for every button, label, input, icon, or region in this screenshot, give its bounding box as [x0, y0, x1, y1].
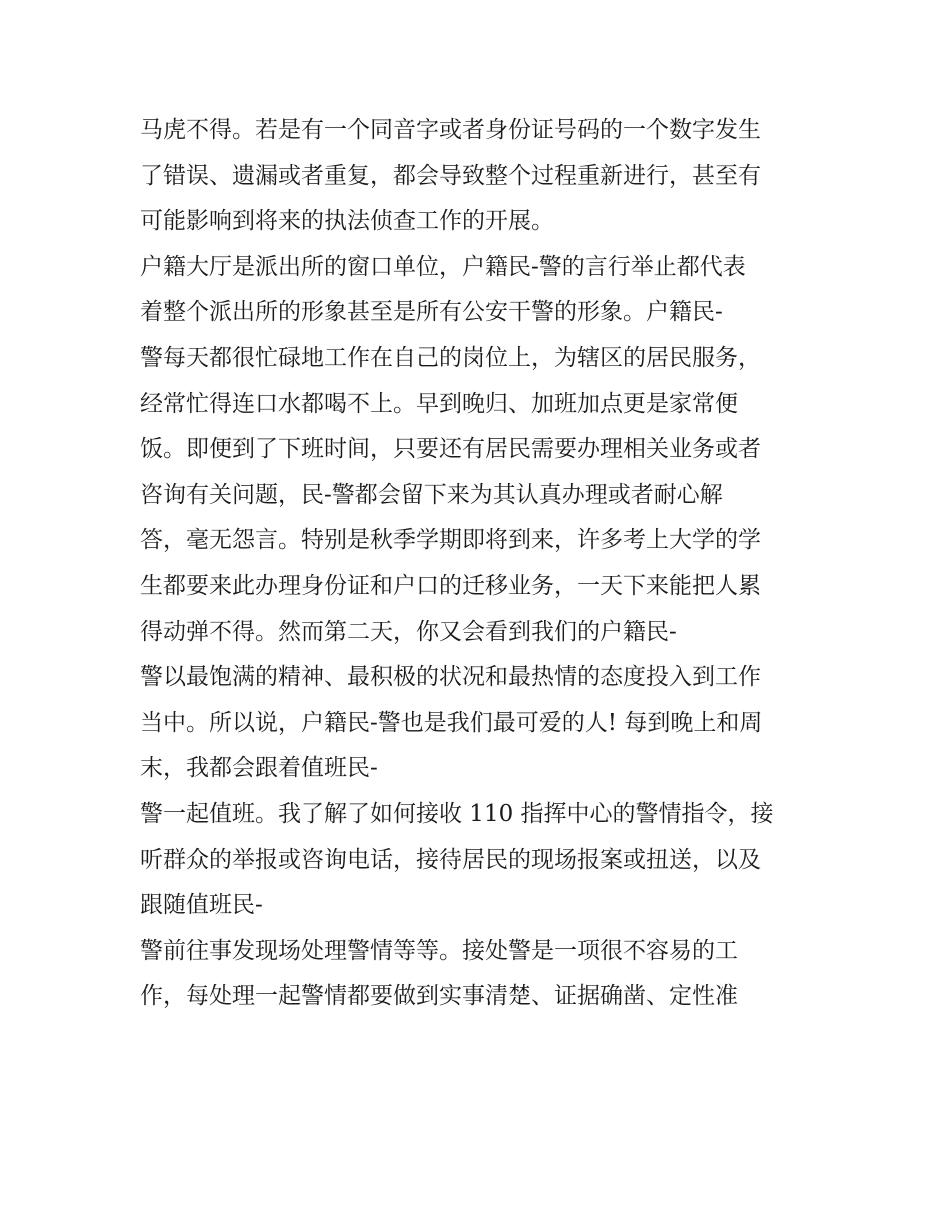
text-line: 了错误、遗漏或者重复，都会导致整个过程重新进行，甚至有 — [140, 162, 761, 189]
text-line: 跟随值班民- — [140, 892, 263, 919]
text-line: 马虎不得。若是有一个同音字或者身份证号码的一个数字发生 — [140, 117, 761, 143]
body-text — [140, 108, 830, 1020]
text-line: 听群众的举报或咨询电话，接待居民的现场报案或扭送，以及 — [140, 846, 761, 873]
text-line: 着整个派出所的形象甚至是所有公安干警的形象。户籍民- — [140, 299, 723, 326]
text-line: 饭。即便到了下班时间，只要还有居民需要办理相关业务或者 — [140, 436, 761, 463]
text-line: 警一起值班。我了解了如何接收 110 指挥中心的警情指令，接 — [140, 800, 774, 827]
text-line: 咨询有关问题，民-警都会留下来为其认真办理或者耐心解 — [140, 481, 723, 508]
text-line: 生都要来此办理身份证和户口的迁移业务，一天下来能把人累 — [140, 572, 761, 599]
text-line: 户籍大厅是派出所的窗口单位，户籍民-警的言行举止都代表 — [140, 253, 746, 280]
text-line: 当中。所以说，户籍民-警也是我们最可爱的人! 每到晚上和周 — [140, 709, 763, 736]
text-line: 得动弹不得。然而第二天，你又会看到我们的户籍民- — [140, 618, 677, 645]
text-line: 警每天都很忙碌地工作在自己的岗位上，为辖区的居民服务， — [140, 344, 761, 371]
text-line: 答，毫无怨言。特别是秋季学期即将到来，许多考上大学的学 — [140, 527, 761, 554]
text-line: 警前往事发现场处理警情等等。接处警是一项很不容易的工 — [140, 937, 738, 964]
text-line: 末，我都会跟着值班民- — [140, 755, 378, 782]
text-line: 经常忙得连口水都喝不上。早到晚归、加班加点更是家常便 — [140, 390, 738, 417]
text-line: 警以最饱满的精神、最积极的状况和最热情的态度投入到工作 — [140, 664, 761, 691]
text-line: 作，每处理一起警情都要做到实事清楚、证据确凿、定性准 — [140, 983, 738, 1010]
text-line: 可能影响到将来的执法侦查工作的开展。 — [140, 208, 554, 235]
